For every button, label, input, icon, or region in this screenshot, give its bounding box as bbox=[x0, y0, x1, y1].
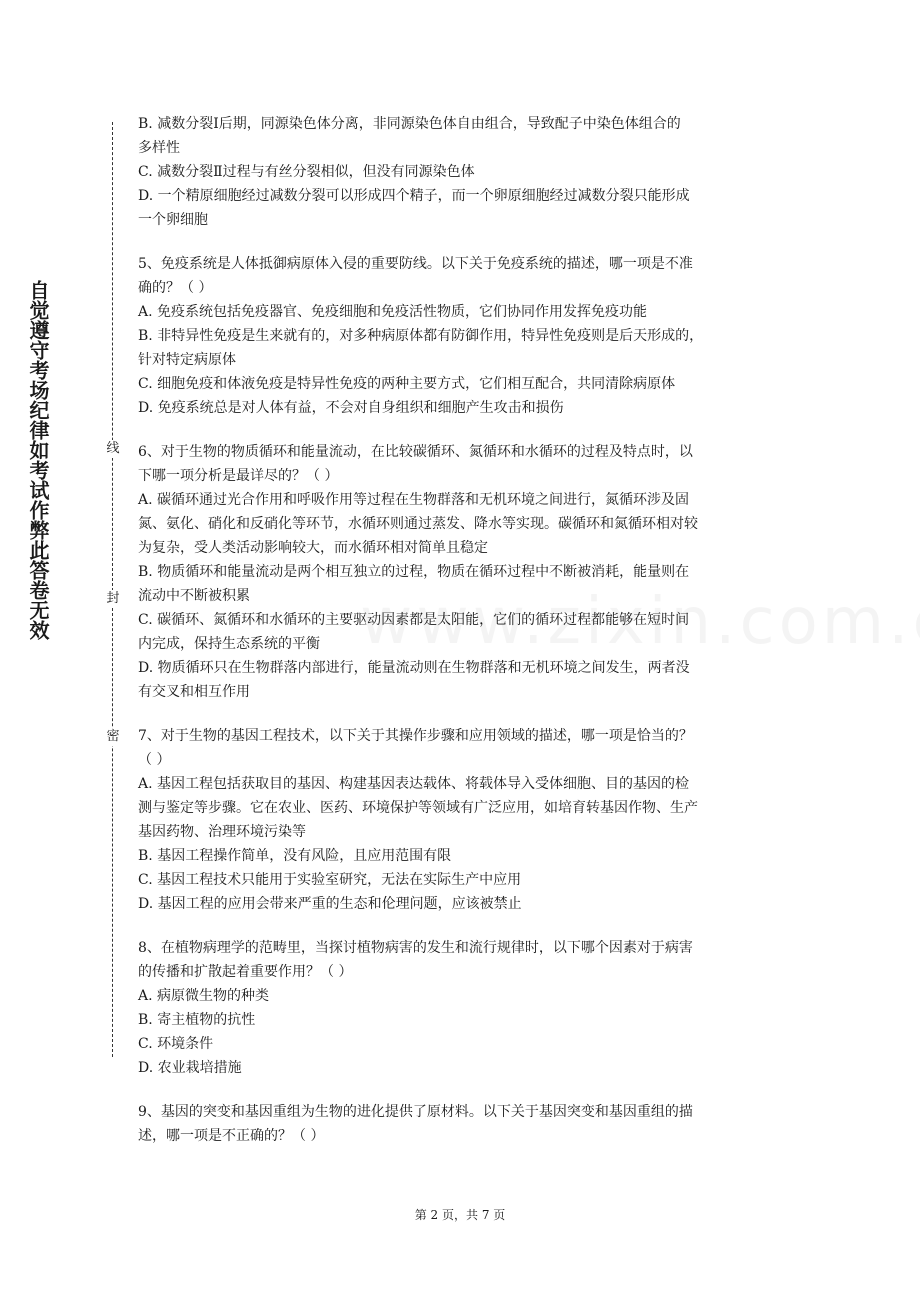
text-line: 针对特定病原体 bbox=[138, 352, 236, 368]
text-line: （ ） bbox=[138, 752, 171, 768]
text-line: 8、在植物病理学的范畴里，当探讨植物病害的发生和流行规律时，以下哪个因素对于病害 bbox=[138, 940, 693, 956]
text-line: D. 一个精原细胞经过减数分裂可以形成四个精子，而一个卵原细胞经过减数分裂只能形成 bbox=[138, 188, 690, 204]
text-line: 5、免疫系统是人体抵御病原体入侵的重要防线。以下关于免疫系统的描述，哪一项是不准 bbox=[138, 256, 693, 272]
text-line: 下哪一项分析是最详尽的？（ ） bbox=[138, 468, 339, 484]
text-line: D. 免疫系统总是对人体有益，不会对自身组织和细胞产生攻击和损伤 bbox=[138, 400, 564, 416]
text-line: 流动中不断被积累 bbox=[138, 588, 250, 604]
text-line: 为复杂，受人类活动影响较大，而水循环相对简单且稳定 bbox=[138, 540, 488, 556]
exam-content bbox=[138, 112, 786, 1148]
text-line: C. 减数分裂Ⅱ过程与有丝分裂相似，但没有同源染色体 bbox=[138, 164, 475, 180]
text-line: B. 基因工程操作简单，没有风险，且应用范围有限 bbox=[138, 848, 452, 864]
text-line: A. 基因工程包括获取目的基因、构建基因表达载体、将载体导入受体细胞、目的基因的检 bbox=[138, 776, 690, 792]
text-line: D. 农业栽培措施 bbox=[138, 1060, 242, 1076]
text-line: 6、对于生物的物质循环和能量流动，在比较碳循环、氮循环和水循环的过程及特点时，以 bbox=[138, 444, 693, 460]
paragraph-gap bbox=[138, 232, 786, 252]
text-line: C. 细胞免疫和体液免疫是特异性免疫的两种主要方式，它们相互配合，共同清除病原体 bbox=[138, 376, 676, 392]
seal-mark-seal: 封 bbox=[106, 591, 120, 606]
paragraph-gap bbox=[138, 916, 786, 936]
seal-mark-secret: 密 bbox=[106, 729, 120, 744]
text-line: D. 物质循环只在生物群落内部进行，能量流动则在生物群落和无机环境之间发生，两者没 bbox=[138, 660, 690, 676]
text-line: B. 减数分裂Ⅰ后期，同源染色体分离，非同源染色体自由组合，导致配子中染色体组合的 bbox=[138, 116, 681, 132]
paragraph-gap bbox=[138, 704, 786, 724]
text-line: C. 环境条件 bbox=[138, 1036, 214, 1052]
exam-discipline-warning: 自觉遵守考场纪律如考试作弊此答卷无效 bbox=[26, 280, 50, 640]
text-line: A. 免疫系统包括免疫器官、免疫细胞和免疫活性物质，它们协同作用发挥免疫功能 bbox=[138, 304, 648, 320]
text-line: 一个卵细胞 bbox=[138, 212, 208, 228]
text-line: 氮、氨化、硝化和反硝化等环节，水循环则通过蒸发、降水等实现。碳循环和氮循环相对较 bbox=[138, 516, 698, 532]
text-line: 测与鉴定等步骤。它在农业、医药、环境保护等领域有广泛应用，如培育转基因作物、生产 bbox=[138, 800, 698, 816]
text-line: 有交叉和相互作用 bbox=[138, 684, 250, 700]
text-line: 7、对于生物的基因工程技术，以下关于其操作步骤和应用领域的描述，哪一项是恰当的？ bbox=[138, 728, 693, 744]
text-line: 述，哪一项是不正确的？（ ） bbox=[138, 1128, 325, 1144]
text-line: A. 病原微生物的种类 bbox=[138, 988, 270, 1004]
text-line: A. 碳循环通过光合作用和呼吸作用等过程在生物群落和无机环境之间进行，氮循环涉及固 bbox=[138, 492, 690, 508]
text-line: 内完成，保持生态系统的平衡 bbox=[138, 636, 320, 652]
paragraph-gap bbox=[138, 420, 786, 440]
text-line: B. 寄主植物的抗性 bbox=[138, 1012, 256, 1028]
text-line: 的传播和扩散起着重要作用？（ ） bbox=[138, 964, 353, 980]
paragraph-gap bbox=[138, 1080, 786, 1100]
text-line: B. 非特异性免疫是生来就有的，对多种病原体都有防御作用，特异性免疫则是后天形成的， bbox=[138, 328, 704, 344]
text-line: C. 碳循环、氮循环和水循环的主要驱动因素都是太阳能，它们的循环过程都能够在短时间 bbox=[138, 612, 690, 628]
text-line: B. 物质循环和能量流动是两个相互独立的过程，物质在循环过程中不断被消耗，能量则在 bbox=[138, 564, 690, 580]
text-line: 基因药物、治理环境污染等 bbox=[138, 824, 306, 840]
seal-mark-line: 线 bbox=[106, 441, 120, 456]
text-line: 确的？（ ） bbox=[138, 280, 213, 296]
text-line: C. 基因工程技术只能用于实验室研究，无法在实际生产中应用 bbox=[138, 872, 522, 888]
text-line: 9、基因的突变和基因重组为生物的进化提供了原材料。以下关于基因突变和基因重组的描 bbox=[138, 1104, 693, 1120]
text-line: D. 基因工程的应用会带来严重的生态和伦理问题，应该被禁止 bbox=[138, 896, 522, 912]
page-footer: 第 2 页，共 7 页 bbox=[414, 1208, 506, 1222]
text-line: 多样性 bbox=[138, 140, 180, 156]
